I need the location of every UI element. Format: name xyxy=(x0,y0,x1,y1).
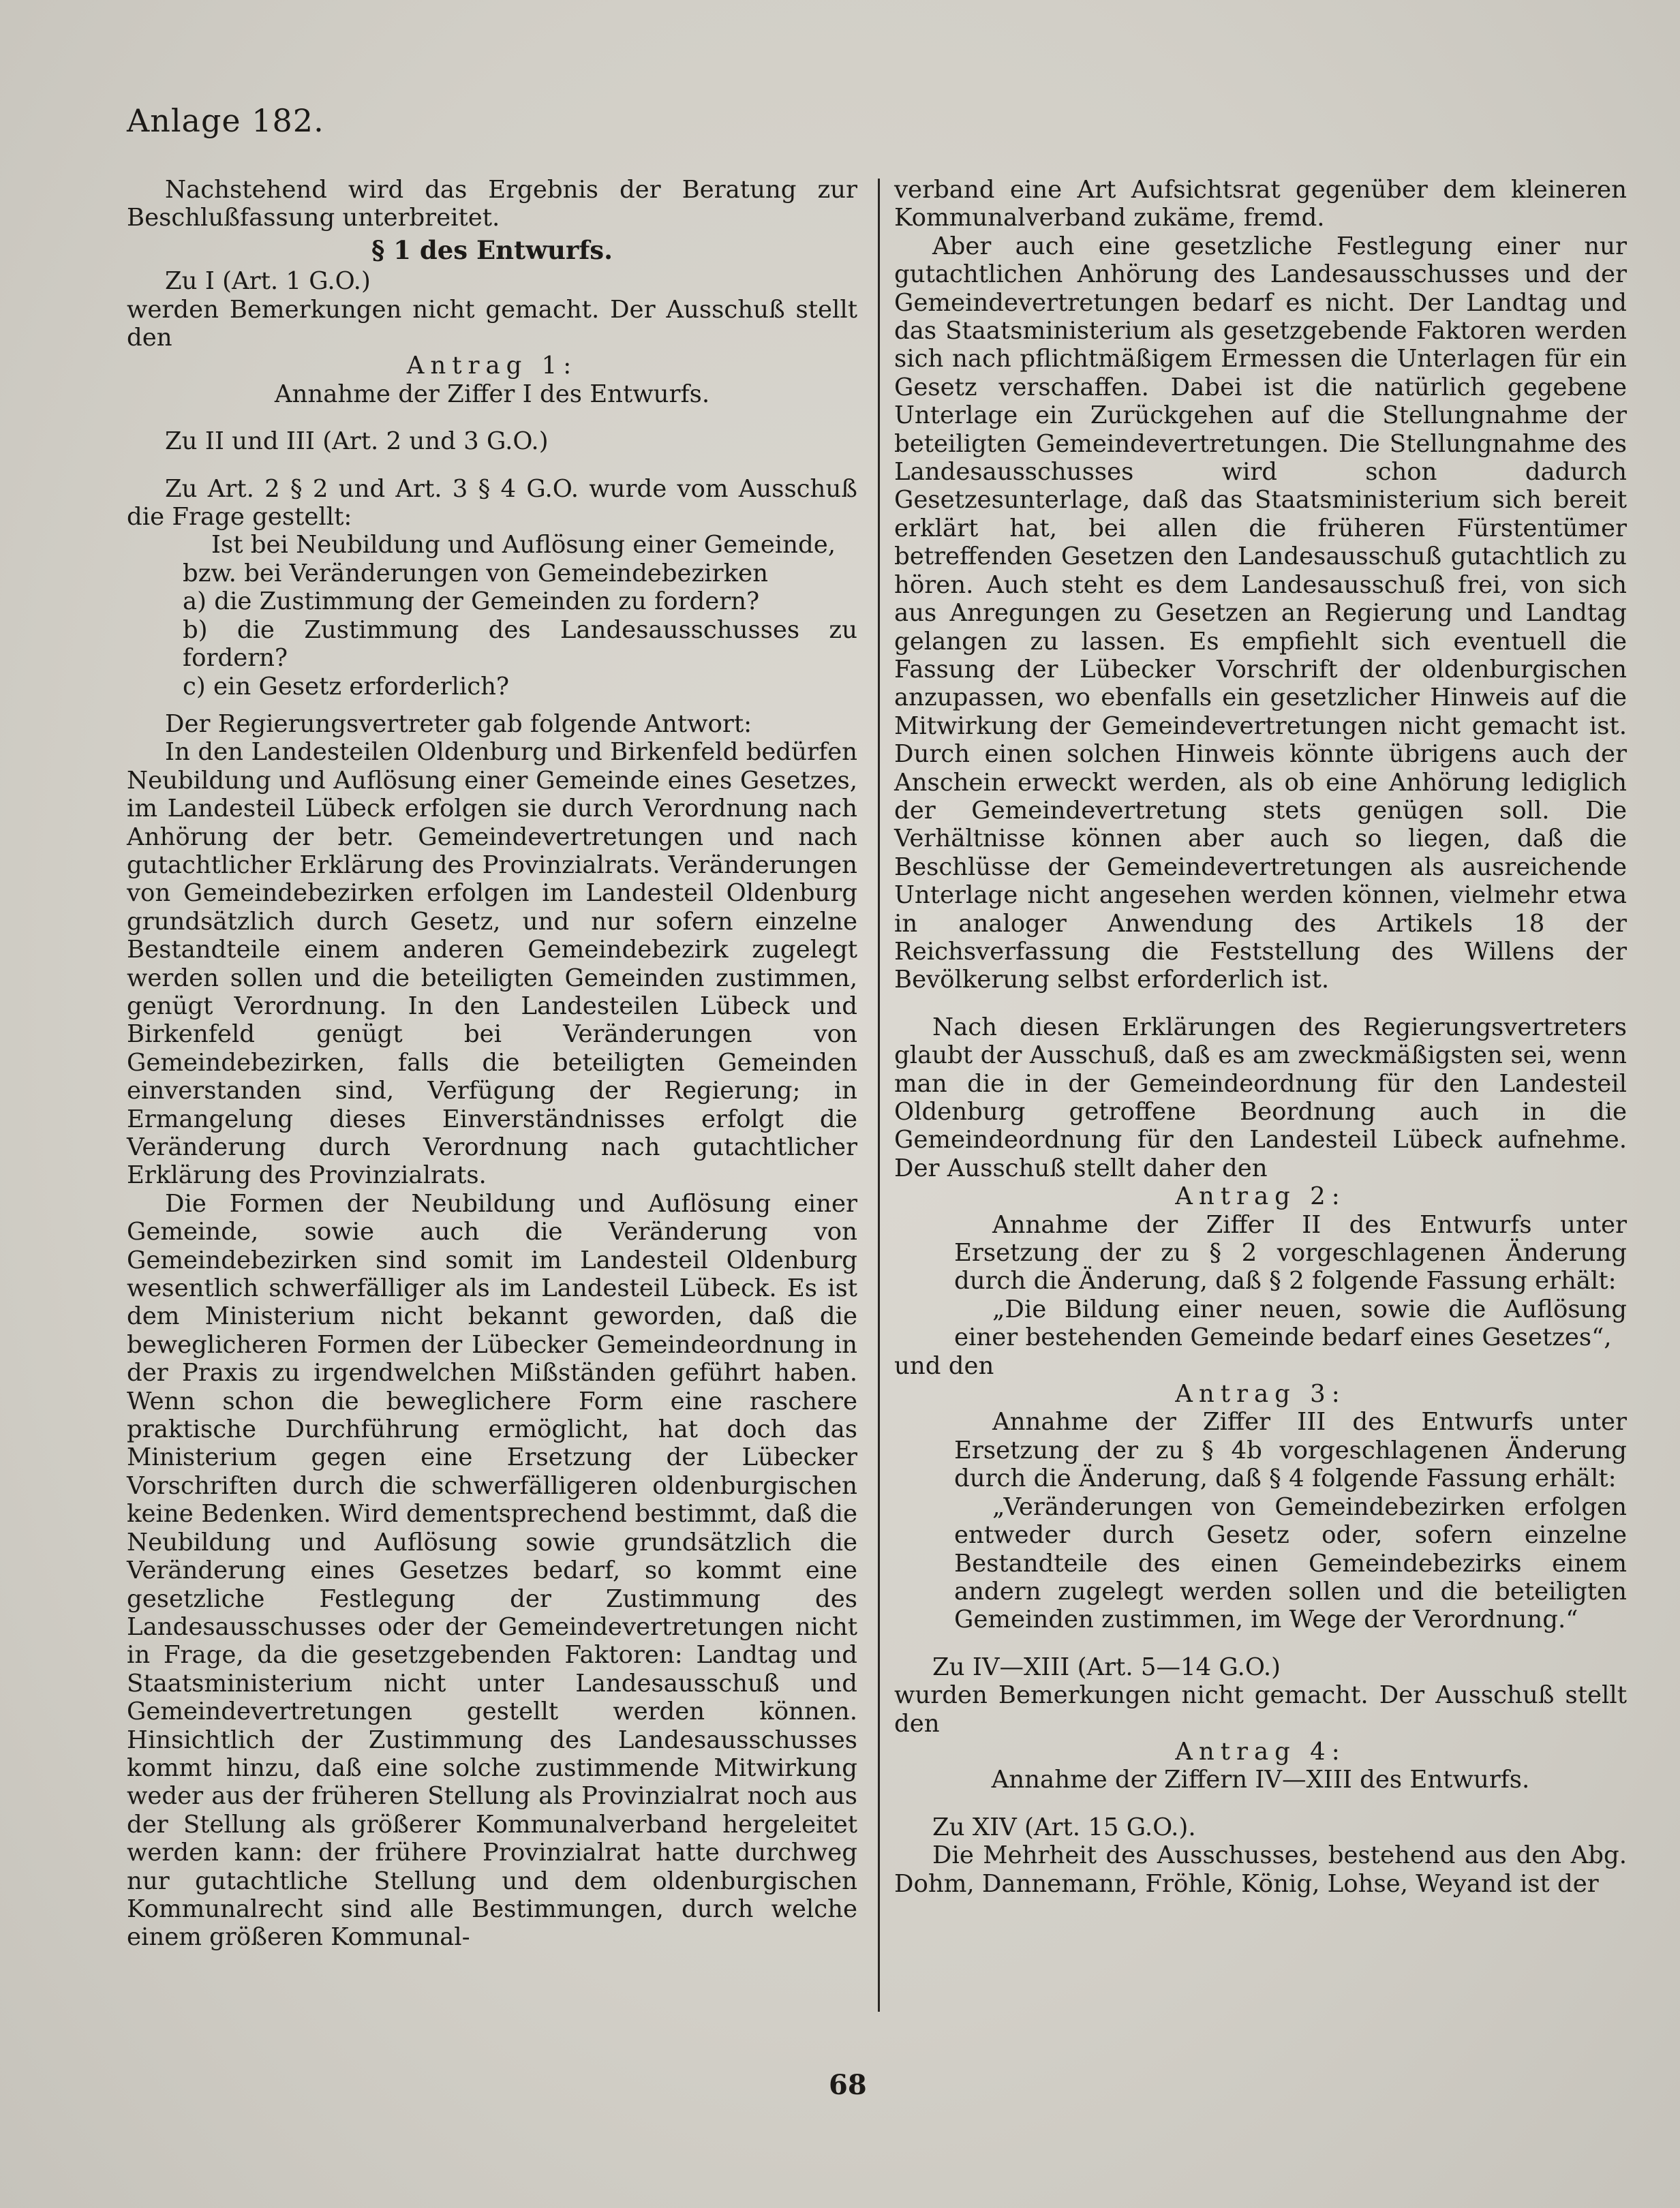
zu-IV-title: Zu IV—XIII (Art. 5—14 G.O.) xyxy=(932,1653,1281,1681)
page-number: 68 xyxy=(829,2069,867,2101)
paragraph-4: Nach diesen Erklärungen des Regierungsvertreters glaubt der Ausschuß, daß es am zweckmäßigsten sei, wenn man die in der Gemeindeordnung für den Landesteil Oldenburg getroffene Beordnung auch in die Gemeindeordnung für den Landesteil Lübeck aufnehme. Der Ausschuß stellt daher den xyxy=(894,1013,1627,1182)
antrag4-label: Antrag 4: xyxy=(1175,1737,1346,1766)
answer-paragraph-1: In den Landesteilen Oldenburg und Birkenfeld bedürfen Neubildung und Auflösung einer Gemeinde eines Gesetzes, im Landesteil Lübeck erfolgen sie durch Verordnung nach Anhörung der betr. Gemeindevertretungen und nach gutachtlicher Erklärung des Provinzialrats. Veränderungen von Gemeindebezirken erfolgen im Landesteil Oldenburg grundsätzlich durch Gesetz, und nur sofern einzelne Bestandteile einem anderen Gemeindebezirk zugelegt werden sollen und die beteiligten Gemeinden zustimmen, genügt Verordnung. In den Landesteilen Lübeck und Birkenfeld genügt bei Veränderungen von Gemeindebezirken, falls die beteiligten Gemeinden einverstanden sind, Verfügung der Regierung; in Ermangelung dieses Einverständnisses erfolgt die Veränderung durch Verordnung nach gutachtlicher Erklärung des Provinzialrats. xyxy=(127,738,857,1190)
paragraph-5: Die Mehrheit des Ausschusses, bestehend aus den Abg. Dohm, Dannemann, Fröhle, König, Lohse, Weyand ist der xyxy=(894,1841,1627,1898)
antrag2-text: Annahme der Ziffer II des Entwurfs unter Ersetzung der zu § 2 vorgeschlagenen Änderung durch die Änderung, daß § 2 folgende Fassung erhält: xyxy=(954,1210,1627,1295)
antrag3-text: Annahme der Ziffer III des Entwurfs unter Ersetzung der zu § 4b vorgeschlagenen Änderung durch die Änderung, daß § 4 folgende Fassung erhält: xyxy=(954,1408,1627,1493)
question-c: c) ein Gesetz erforderlich? xyxy=(183,672,510,701)
antrag3-label: Antrag 3: xyxy=(1175,1380,1346,1409)
left-column xyxy=(127,176,857,1952)
right-column xyxy=(894,176,1627,1898)
und-den: und den xyxy=(894,1351,994,1380)
zu-II-intro: Zu Art. 2 § 2 und Art. 3 § 4 G.O. wurde vom Ausschuß die Frage gestellt: xyxy=(127,474,857,532)
answer-intro: Der Regierungsvertreter gab folgende Antwort: xyxy=(165,709,752,738)
antrag2-quote: „Die Bildung einer neuen, sowie die Auflösung einer bestehenden Gemeinde bedarf eines Gesetzes“, xyxy=(954,1295,1627,1352)
continued-paragraph: verband eine Art Aufsichtsrat gegenüber dem kleineren Kommunalverband zukäme, fremd. xyxy=(894,176,1627,232)
antrag3-quote: „Veränderungen von Gemeindebezirken erfolgen entweder durch Gesetz oder, sofern einzelne Bestandteile des einen Gemeindebezirks einem andern zugelegt werden sollen und die beteiligten Gemeinden zustimmen, im Wege der Verordnung.“ xyxy=(954,1492,1627,1634)
paragraph-3: Aber auch eine gesetzliche Festlegung einer nur gutachtlichen Anhörung des Landesausschusses und der Gemeindevertretungen bedarf es nicht. Der Landtag und das Staatsministerium als gesetzgebende Faktoren werden sich nach pflichtmäßigem Ermessen die Unterlagen für ein Gesetz verschaffen. Dabei ist die natürlich gegebene Unterlage ein Zurückgehen auf die Stellungnahme der beteiligten Gemeindevertretungen. Die Stellungnahme des Landesausschusses wird schon dadurch Gesetzesunterlage, daß das Staatsministerium sich bereit erklärt hat, bei allen die früheren Fürstentümer betreffenden Gesetzen den Landesausschuß gutachtlich zu hören. Auch steht es dem Landesausschuß frei, von sich aus Anregungen zu Gesetzen an Regierung und Landtag gelangen zu lassen. Es empfiehlt sich eventuell die Fassung der Lübecker Vorschrift der oldenburgischen anzupassen, wo ebenfalls ein gesetzlicher Hinweis auf die Mitwirkung der Gemeindevertretungen nicht gemacht ist. Durch einen solchen Hinweis könnte übrigens auch der Anschein erweckt werden, als ob eine Anhörung lediglich der Gemeindevertretung stets genügen soll. Die Verhältnisse können aber auch so liegen, daß die Beschlüsse der Gemeindevertretungen als ausreichende Unterlage nicht angesehen werden können, vielmehr etwa in analoger Anwendung des Artikels 18 der Reichsverfassung die Feststellung des Willens der Bevölkerung selbst erforderlich ist. xyxy=(894,232,1627,994)
column-divider xyxy=(878,179,880,2012)
zu-XIV-title: Zu XIV (Art. 15 G.O.). xyxy=(932,1813,1196,1841)
answer-paragraph-2: Die Formen der Neubildung und Auflösung einer Gemeinde, sowie auch die Veränderung von Gemeindebezirken sind somit im Landesteil Oldenburg wesentlich schwerfälliger als im Landesteil Lübeck. Es ist dem Ministerium nicht bekannt geworden, daß die beweglicheren Formen der Lübecker Gemeindeordnung in der Praxis zu irgendwelchen Mißständen geführt haben. Wenn schon die beweglichere Form eine raschere praktische Durchführung ermöglicht, hat doch das Ministerium gegen eine Ersetzung der Lübecker Vorschriften durch die schwerfälligeren oldenburgischen keine Bedenken. Wird dementsprechend bestimmt, daß die Neubildung und Auflösung sowie grundsätzlich die Veränderung eines Gesetzes bedarf, so kommt eine gesetzliche Festlegung der Zustimmung des Landesausschusses oder der Gemeindevertretungen nicht in Frage, da die gesetzgebenden Faktoren: Landtag und Staatsministerium nicht unter Landesausschuß und Gemeindevertretungen gestellt werden können. Hinsichtlich der Zustimmung des Landesausschusses kommt hinzu, daß eine solche zustimmende Mitwirkung weder aus der früheren Stellung als Provinzialrat noch aus der Stellung als größerer Kommunalverband hergeleitet werden kann: der frühere Provinzialrat hatte durchweg nur gutachtliche Stellung und dem oldenburgischen Kommunalrecht sind alle Bestimmungen, durch welche einem größeren Kommunal- xyxy=(127,1189,857,1952)
zu-II-title: Zu II und III (Art. 2 und 3 G.O.) xyxy=(165,427,549,456)
annex-title: Anlage 182. xyxy=(127,102,324,139)
antrag1-text: Annahme der Ziffer I des Entwurfs. xyxy=(274,380,710,408)
intro-paragraph: Nachstehend wird das Ergebnis der Beratung zur Beschlußfassung unterbreitet. xyxy=(127,176,857,232)
zu-IV-text: wurden Bemerkungen nicht gemacht. Der Ausschuß stellt den xyxy=(894,1681,1627,1738)
antrag2-label: Antrag 2: xyxy=(1175,1182,1346,1211)
question-b: b) die Zustimmung des Landesausschusses zu fordern? xyxy=(183,615,857,673)
question-main: Ist bei Neubildung und Auflösung einer Gemeinde, xyxy=(211,531,836,559)
antrag1-label: Antrag 1: xyxy=(406,352,578,380)
question-cont: bzw. bei Veränderungen von Gemeindebezirken xyxy=(183,559,768,587)
zu-I-text: werden Bemerkungen nicht gemacht. Der Ausschuß stellt den xyxy=(127,295,857,352)
question-a: a) die Zustimmung der Gemeinden zu fordern? xyxy=(183,587,760,616)
section-heading: § 1 des Entwurfs. xyxy=(371,234,613,265)
zu-I-title: Zu I (Art. 1 G.O.) xyxy=(165,267,371,296)
antrag4-text: Annahme der Ziffern IV—XIII des Entwurfs. xyxy=(991,1766,1530,1794)
